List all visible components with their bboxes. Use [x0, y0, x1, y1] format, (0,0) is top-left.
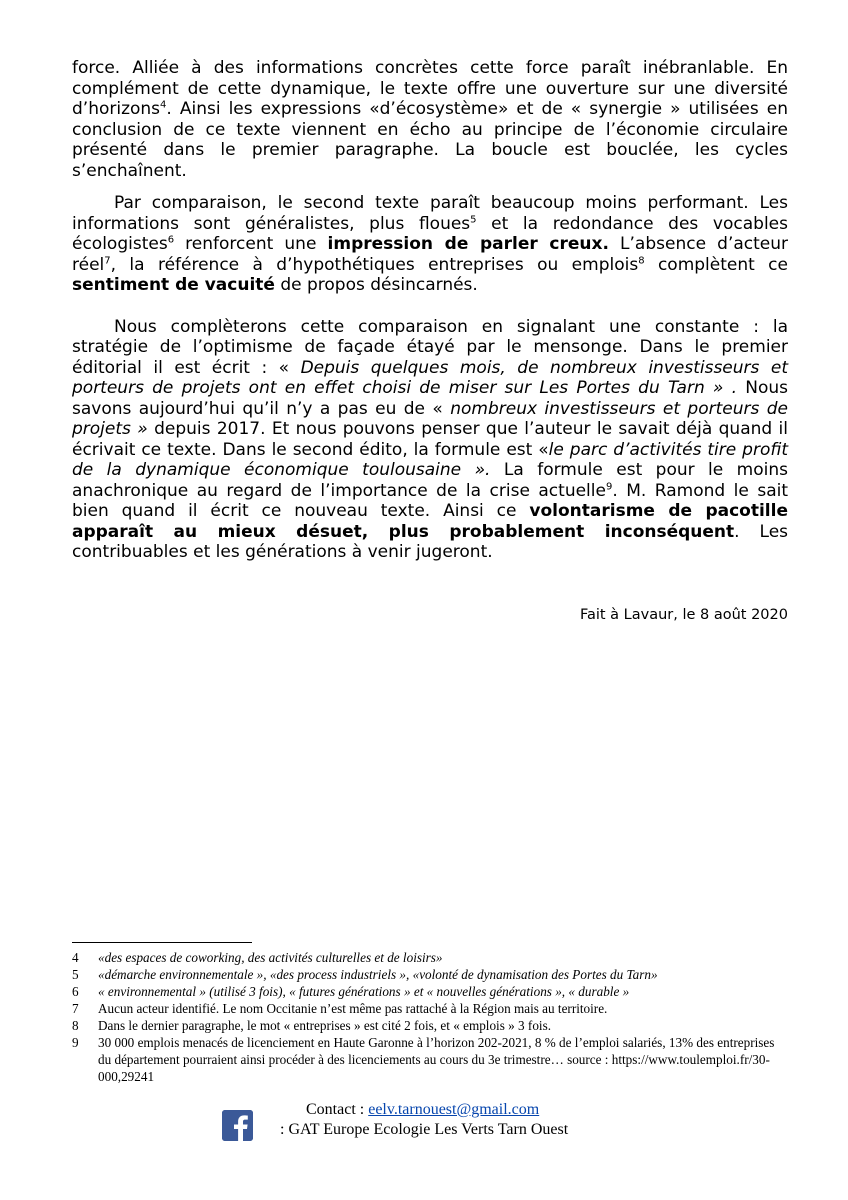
- footnote-9: [72, 1034, 788, 1085]
- footnote-number: 5: [72, 967, 79, 982]
- paragraph-2: [72, 193, 788, 296]
- bold-run: impression de parler creux.: [327, 234, 609, 254]
- footnote-ref: 8: [638, 254, 645, 266]
- text-run: . M. Ramond le sait bien quand il écrit ce nouveau texte. Ainsi ce: [72, 480, 788, 521]
- quote-run: Depuis quelques mois, de nombreux investisseurs et porteurs de projets ont en effet choisi de miser sur Les Portes du Tarn » .: [72, 357, 788, 398]
- footnote-number: 8: [72, 1018, 79, 1033]
- footnote-7: [72, 1000, 788, 1017]
- facebook-icon[interactable]: [222, 1110, 253, 1141]
- text-run: depuis 2017. Et nous pouvons penser que l’auteur le savait déjà quand il écrivait ce texte. Dans le second édito, la formule est «: [72, 419, 788, 460]
- footnote-ref: 9: [605, 480, 613, 492]
- text-run: complètent ce: [644, 254, 788, 275]
- text-run: La formule est pour le moins anachronique au regard de l’importance de la crise actuelle: [72, 460, 788, 501]
- text-run: L’absence d’acteur réel: [72, 234, 788, 275]
- text-run: Nous complèterons cette comparaison en signalant une constante : la stratégie de l’optimisme de façade étayé par le mensonge. Dans le premier éditorial il est écrit : «: [72, 316, 788, 378]
- footnote-number: 6: [72, 984, 79, 999]
- footnote-number: 9: [72, 1035, 79, 1050]
- footnote-ref: 5: [470, 213, 477, 225]
- footnote-6: [72, 983, 788, 1000]
- footnote-text: «des espaces de coworking, des activités culturelles et de loisirs»: [98, 950, 443, 965]
- footnote-separator: [72, 942, 252, 943]
- paragraph-3: [72, 317, 788, 563]
- text-run: de propos désincarnés.: [274, 275, 478, 295]
- footnote-ref: 7: [104, 254, 111, 266]
- text-run: Par comparaison, le second texte paraît beaucoup moins performant. Les informations sont généralistes, plus floues: [72, 193, 788, 234]
- contact-label: Contact :: [306, 1101, 369, 1118]
- footnote-text: 30 000 emplois menacés de licenciement en Haute Garonne à l’horizon 202-2021, 8 % de l’emploi salariés, 13% des entreprises du département pourraient ainsi procéder à des licenciements au cours du 3e trimestre… source : https://www.toulemploi.fr/30-000,29241: [98, 1035, 775, 1084]
- footnotes: [72, 942, 788, 1085]
- text-run: , la référence à d’hypothétiques entreprises ou emplois: [110, 254, 639, 275]
- footnote-ref: 4: [160, 99, 167, 111]
- footnote-text: « environnemental » (utilisé 3 fois), « futures générations » et « nouvelles générations », « durable »: [98, 984, 630, 999]
- text-run: . Les contribuables et les générations à venir jugeront.: [72, 521, 789, 562]
- footnote-4: [72, 949, 788, 966]
- footnote-number: 7: [72, 1001, 79, 1016]
- group-name: : GAT Europe Ecologie Les Verts Tarn Ouest: [280, 1121, 569, 1138]
- contact-text: [280, 1100, 568, 1140]
- text-run: . Ainsi les expressions «d’écosystème» et de « synergie » utilisées en conclusion de ce texte viennent en écho au principe de l’économie circulaire présenté dans le premier paragraphe. La boucle est bouclée, les cycles s’enchaînent.: [72, 99, 788, 181]
- text-run: Nous savons aujourd’hui qu’il n’y a pas eu de «: [72, 378, 789, 419]
- footnote-text: Dans le dernier paragraphe, le mot « entreprises » est cité 2 fois, et « emplois » 3 fois.: [98, 1018, 552, 1033]
- paragraph-1: [72, 58, 788, 181]
- contact-email-link[interactable]: eelv.tarnouest@gmail.com: [368, 1101, 540, 1118]
- contact-footer: [222, 1100, 568, 1140]
- footnote-ref: 6: [167, 234, 175, 246]
- footnote-text: Aucun acteur identifié. Le nom Occitanie n’est même pas rattaché à la Région mais au territoire.: [98, 1001, 608, 1016]
- footnote-number: 4: [72, 950, 79, 965]
- signoff-date: Fait à Lavaur, le 8 août 2020: [579, 606, 788, 623]
- bold-run: sentiment de vacuité: [72, 275, 275, 295]
- quote-run: nombreux investisseurs et porteurs de projets »: [72, 398, 788, 439]
- footnote-8: [72, 1017, 788, 1034]
- text-run: renforcent une: [174, 234, 328, 254]
- footnote-5: [72, 966, 788, 983]
- footnote-text: «démarche environnementale », «des process industriels », «volonté de dynamisation des Portes du Tarn»: [98, 967, 658, 982]
- contact-line: [306, 1100, 568, 1120]
- text-run: et la redondance des vocables écologistes: [72, 213, 788, 254]
- quote-run: le parc d’activités tire profit de la dynamique économique toulousaine ».: [72, 439, 788, 480]
- bold-run: volontarisme de pacotille apparaît au mieux désuet, plus probablement inconséquent: [72, 501, 788, 542]
- text-run: force. Alliée à des informations concrètes cette force paraît inébranlable. En complément de cette dynamique, le texte offre une ouverture sur une diversité d’horizons: [72, 58, 788, 119]
- page-body: [72, 58, 788, 623]
